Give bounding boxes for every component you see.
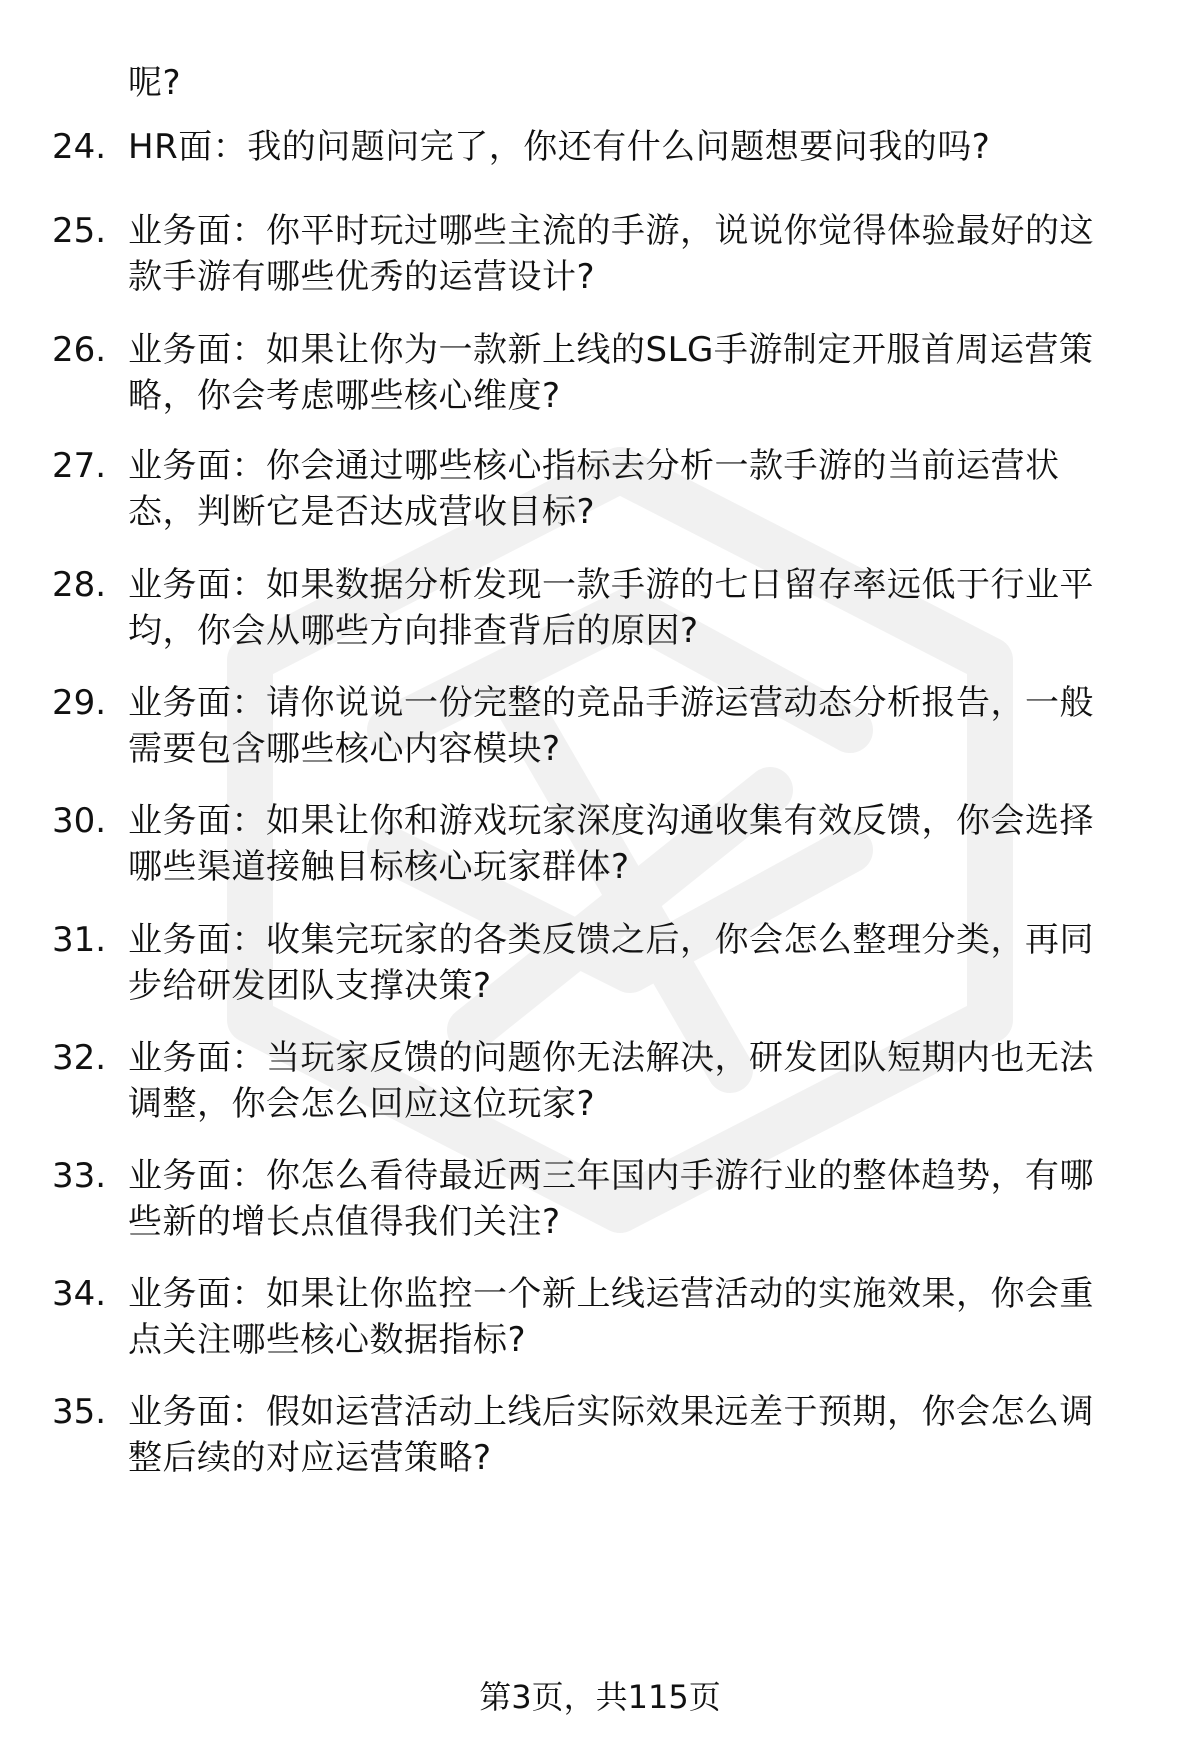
item-number: 35. [52,1392,107,1432]
item-number: 33. [52,1156,107,1196]
item-number: 24. [52,127,107,167]
item-text-line: 调整，你会怎么回应这位玩家? [128,1084,596,1124]
item-text [128,1035,1138,1127]
item-text [128,443,1138,535]
item-number: 34. [52,1274,107,1314]
item-text-line: 业务面：当玩家反馈的问题你无法解决，研发团队短期内也无法 [128,1038,1094,1078]
item-text [128,124,1138,170]
item-text [128,327,1138,419]
item-text [128,562,1138,654]
item-number: 27. [52,446,107,486]
item-text-line: 些新的增长点值得我们关注? [128,1202,561,1242]
item-text-line: 业务面：你平时玩过哪些主流的手游，说说你觉得体验最好的这 [128,211,1094,251]
item-number: 29. [52,683,107,723]
item-text-line: 点关注哪些核心数据指标? [128,1320,527,1360]
item-text-line: 业务面：如果让你和游戏玩家深度沟通收集有效反馈，你会选择 [128,801,1094,841]
item-text-line: 需要包含哪些核心内容模块? [128,729,561,769]
item-text [128,208,1138,300]
item-text-line: 业务面：收集完玩家的各类反馈之后，你会怎么整理分类，再同 [128,920,1094,960]
item-number: 32. [52,1038,107,1078]
item-text [128,917,1138,1009]
item-text-line: 业务面：如果让你监控一个新上线运营活动的实施效果，你会重 [128,1274,1094,1314]
item-text [128,1389,1138,1481]
item-text [128,680,1138,772]
item-text-line: 业务面：如果数据分析发现一款手游的七日留存率远低于行业平 [128,565,1094,605]
item-number: 25. [52,211,107,251]
item-number: 30. [52,801,107,841]
item-text-line: 步给研发团队支撑决策? [128,966,492,1006]
item-text-line: 业务面：如果让你为一款新上线的SLG手游制定开服首周运营策 [128,330,1094,370]
item-text-line: 略，你会考虑哪些核心维度? [128,376,561,416]
item-text-line: 业务面：你会通过哪些核心指标去分析一款手游的当前运营状 [128,446,1060,486]
item-text [128,1271,1138,1363]
item-text-line: 款手游有哪些优秀的运营设计? [128,257,596,297]
item-text [128,1153,1138,1245]
item-text-line: 态，判断它是否达成营收目标? [128,492,596,532]
item-text-line: 整后续的对应运营策略? [128,1438,492,1478]
item-number: 31. [52,920,107,960]
item-text-line: 业务面：假如运营活动上线后实际效果远差于预期，你会怎么调 [128,1392,1094,1432]
page-footer: 第3页，共115页 [479,1678,721,1716]
item-number: 26. [52,330,107,370]
item-text-line: 业务面：请你说说一份完整的竞品手游运营动态分析报告，一般 [128,683,1094,723]
item-number: 28. [52,565,107,605]
item-text-line: 哪些渠道接触目标核心玩家群体? [128,847,630,887]
item-text-line: 业务面：你怎么看待最近两三年国内手游行业的整体趋势，有哪 [128,1156,1094,1196]
continuation-text: 呢? [128,63,182,103]
item-text-line: HR面：我的问题问完了，你还有什么问题想要问我的吗? [128,127,991,167]
item-text [128,798,1138,890]
item-text-line: 均，你会从哪些方向排查背后的原因? [128,611,699,651]
